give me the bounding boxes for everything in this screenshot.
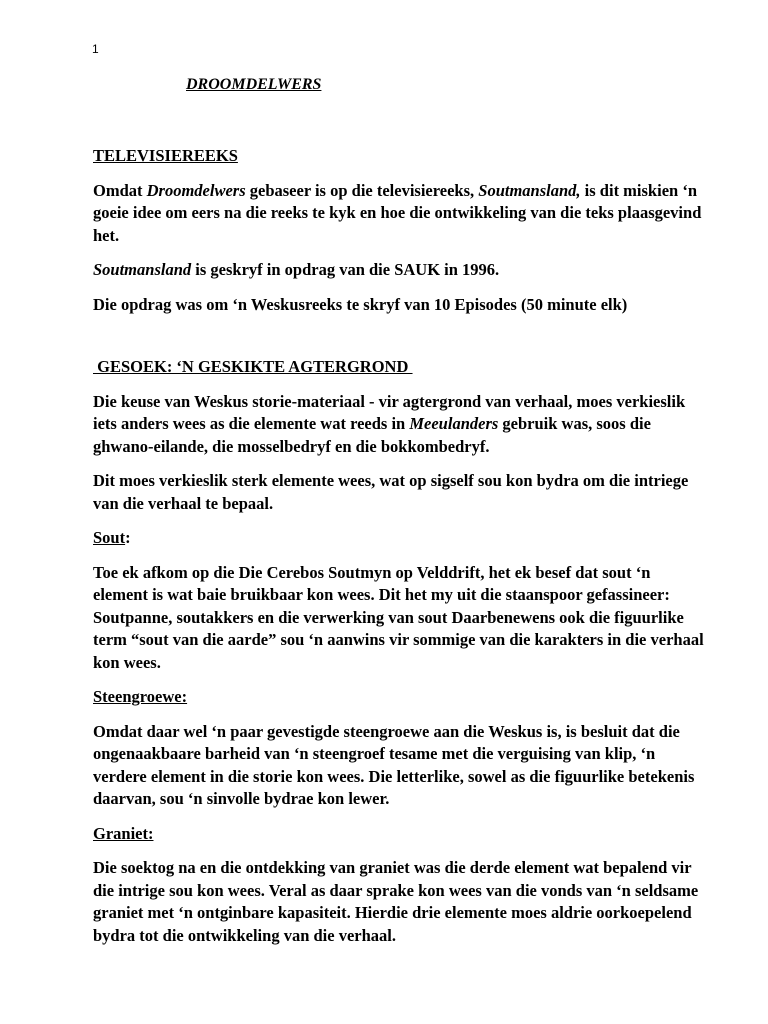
paragraph-sout: Toe ek afkom op die Die Cerebos Soutmyn op Velddrift, het ek besef dat sout ‘n element is wat baie bruikbaar kon wees. Dit het my uit die staanspoor gefassineer: Soutpanne, soutakkers en die verwerking van sout Daarbenewens ook die figuurlike term “sout van die aarde” sou ‘n aanwins vir sommige van die karakters in die verhaal kon wees. [93,562,704,672]
paragraph-graniet: Die soektog na en die ontdekking van graniet was die derde element wat bepalend vir die intrige sou kon wees. Veral as daar sprake kon wees van die vonds van ‘n seldsame graniet met ‘n ontginbare kapasiteit. Hierdie drie elemente moes aldrie oorkoepelend bydra tot die ontwikkeling van die verhaal. [93,858,699,945]
title-soutmansland: Soutmansland, [478,180,581,200]
paragraph-sauk: Soutmansland is geskryf in opdrag van die SAUK in 1996. [93,260,500,279]
paragraph-keuse: Die keuse van Weskus storie-materiaal - vir agtergrond van verhaal, moes verkieslik iets anders wees as die elemente wat reeds in Meeulanders gebruik was, soos die ghwano-eilande, die mosselbedryf en die bokkombedryf. [93,391,686,456]
page-number: 1 [92,42,99,56]
subheading-graniet: Graniet: [93,823,154,843]
paragraph-elemente: Dit moes verkieslik sterk elemente wees, wat op sigself sou kon bydra om die intriege van die verhaal te bepaal. [93,471,689,513]
subheading-sout: Sout: [93,528,131,547]
document-body [93,145,708,959]
spacer [93,328,708,356]
document-title: DROOMDELWERS [186,76,322,93]
title-droomdelwers: Droomdelwers [146,180,246,200]
title-soutmansland-2: Soutmansland [93,260,192,279]
section-heading-televisiereeks: TELEVISIEREEKS [93,146,238,165]
paragraph-opdrag: Die opdrag was om ‘n Weskusreeks te skryf van 10 Episodes (50 minute elk) [93,294,628,314]
paragraph-steengroewe: Omdat daar wel ‘n paar gevestigde steengroewe aan die Weskus is, is besluit dat die ongenaakbaare barheid van ‘n steengroef tesame met die verguising van klip, ‘n verdere element in die storie kon wees. Die letterlike, sowel as die figuurlike betekenis daarvan, sou ‘n sinvolle bydrae kon lewer. [93,721,695,808]
subheading-steengroewe: Steengroewe: [93,687,188,706]
paragraph-intro: Omdat Droomdelwers gebaseer is op die televisiereeks, Soutmansland, is dit miskien ‘n goeie idee om eers na die reeks te kyk en hoe die ontwikkeling van die teks plaasgevind het. [93,180,702,245]
title-meeulanders: Meeulanders [409,414,499,433]
section-heading-gesoek: GESOEK: ‘N GESKIKTE AGTERGROND [93,357,413,376]
